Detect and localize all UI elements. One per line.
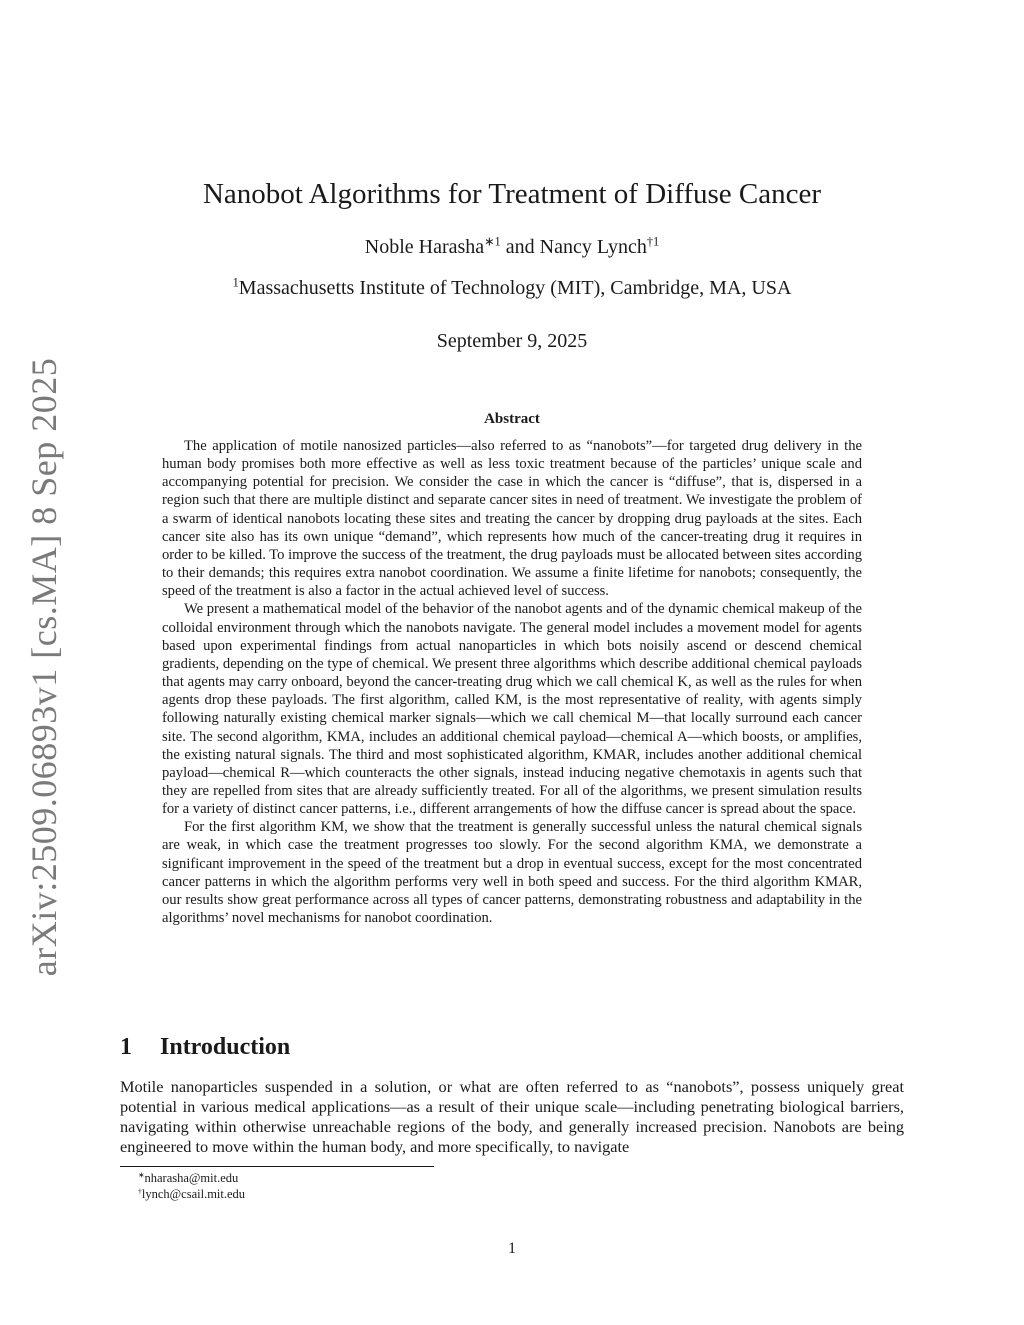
abstract-paragraph: The application of motile nanosized particles—also referred to as “nanobots”—for targeted drug delivery in the human body promises both more effective as well as less toxic treatment because of the particles’ unique scale and accompanying potential for precision. We consider the case in which the cancer is “diffuse”, that is, dispersed in a region such that there are multiple distinct and separate cancer sites in need of treatment. We investigate the problem of a swarm of identical nanobots locating these sites and treating the cancer by dropping drug payloads at the sites. Each cancer site also has its own unique “demand”, which represents how much of the cancer-treating drug it requires in order to be killed. To improve the success of the treatment, the drug payloads must be allocated between sites according to their demands; this requires extra nanobot coordination. We assume a finite lifetime for nanobots; consequently, the speed of the treatment is also a factor in the actual achieved level of success.: [162, 438, 862, 600]
abstract-heading: Abstract: [484, 411, 540, 427]
affiliation: [120, 277, 904, 300]
author-footnote-mark: †1: [646, 234, 660, 249]
footnote: [138, 1187, 245, 1203]
affiliation-mark: 1: [232, 275, 239, 290]
section-heading: [120, 1034, 290, 1061]
abstract-paragraph: For the first algorithm KM, we show that the treatment is generally successful unless the natural chemical signals are weak, in which case the treatment progresses too slowly. For the second algorithm KMA, we demonstrate a significant improvement in the speed of the treatment but a drop in eventual success, except for the most concentrated cancer patterns in which the algorithm performs very well in both speed and success. For the third algorithm KMAR, our results show great performance across all types of cancer patterns, demonstrating robustness and adaptability in the algorithms’ novel mechanisms for nanobot coordination.: [162, 819, 862, 927]
section-number: 1: [120, 1034, 132, 1060]
abstract-paragraph: We present a mathematical model of the behavior of the nanobot agents and of the dynamic chemical makeup of the colloidal environment through which the nanobots navigate. The general model includes a movement model for agents based upon experimental findings from actual nanoparticles in which bots noisily ascend or descend chemical gradients, depending on the type of chemical. We present three algorithms which describe additional chemical payloads that agents may carry onboard, beyond the cancer-treating drug which we call chemical K, as well as the rules for when agents drop these payloads. The first algorithm, called KM, is the most representative of reality, with agents simply following naturally existing chemical marker signals—which we call chemical M—that locally surround each cancer site. The second algorithm, KMA, includes an additional chemical payload—chemical A—which boosts, or amplifies, the existing natural signals. The third and most sophisticated algorithm, KMAR, includes another additional chemical payload—chemical R—which counteracts the other signals, instead inducing negative chemotaxis in agents such that they are repelled from sites that are already sufficiently treated. For all of the algorithms, we present simulation results for a variety of distinct cancer patterns, i.e., different arrangements of how the diffuse cancer is spread about the space.: [162, 601, 862, 818]
paper-title: Nanobot Algorithms for Treatment of Diffuse Cancer: [202, 178, 822, 210]
footnote-email: lynch@csail.mit.edu: [141, 1186, 246, 1201]
footnotes: [138, 1171, 245, 1202]
footnote-divider: [120, 1166, 434, 1167]
footnote-mark: †: [138, 1185, 142, 1195]
introduction-paragraph: Motile nanoparticles suspended in a solution, or what are often referred to as “nanobots”, possess uniquely great potential in various medical applications—as a result of their unique scale—including penetrating biological barriers, navigating within otherwise unreachable regions of the body, and generally increased precision. Nanobots are being engineered to move within the human body, and more specifically, to navigate: [120, 1077, 904, 1157]
arxiv-sidebar-stamp: [18, 357, 70, 977]
author-footnote-mark: ∗1: [484, 234, 501, 249]
author-conjunction: and: [500, 236, 540, 258]
author-name: Noble Harasha: [364, 236, 485, 258]
page-number: 1: [508, 1240, 516, 1257]
author-name: Nancy Lynch: [539, 236, 647, 258]
affiliation-text: Massachusetts Institute of Technology (MIT), Cambridge, MA, USA: [238, 277, 792, 299]
footnote-email: nharasha@mit.edu: [144, 1171, 239, 1185]
footnote: [138, 1171, 245, 1187]
arxiv-identifier: arXiv:2509.06893v1 [cs.MA] 8 Sep 2025: [24, 357, 65, 977]
footnote-mark: ∗: [138, 1170, 145, 1180]
author-line: [120, 236, 904, 259]
publication-date: September 9, 2025: [436, 330, 588, 352]
abstract-body: [162, 437, 862, 927]
section-title-text: Introduction: [160, 1034, 291, 1060]
